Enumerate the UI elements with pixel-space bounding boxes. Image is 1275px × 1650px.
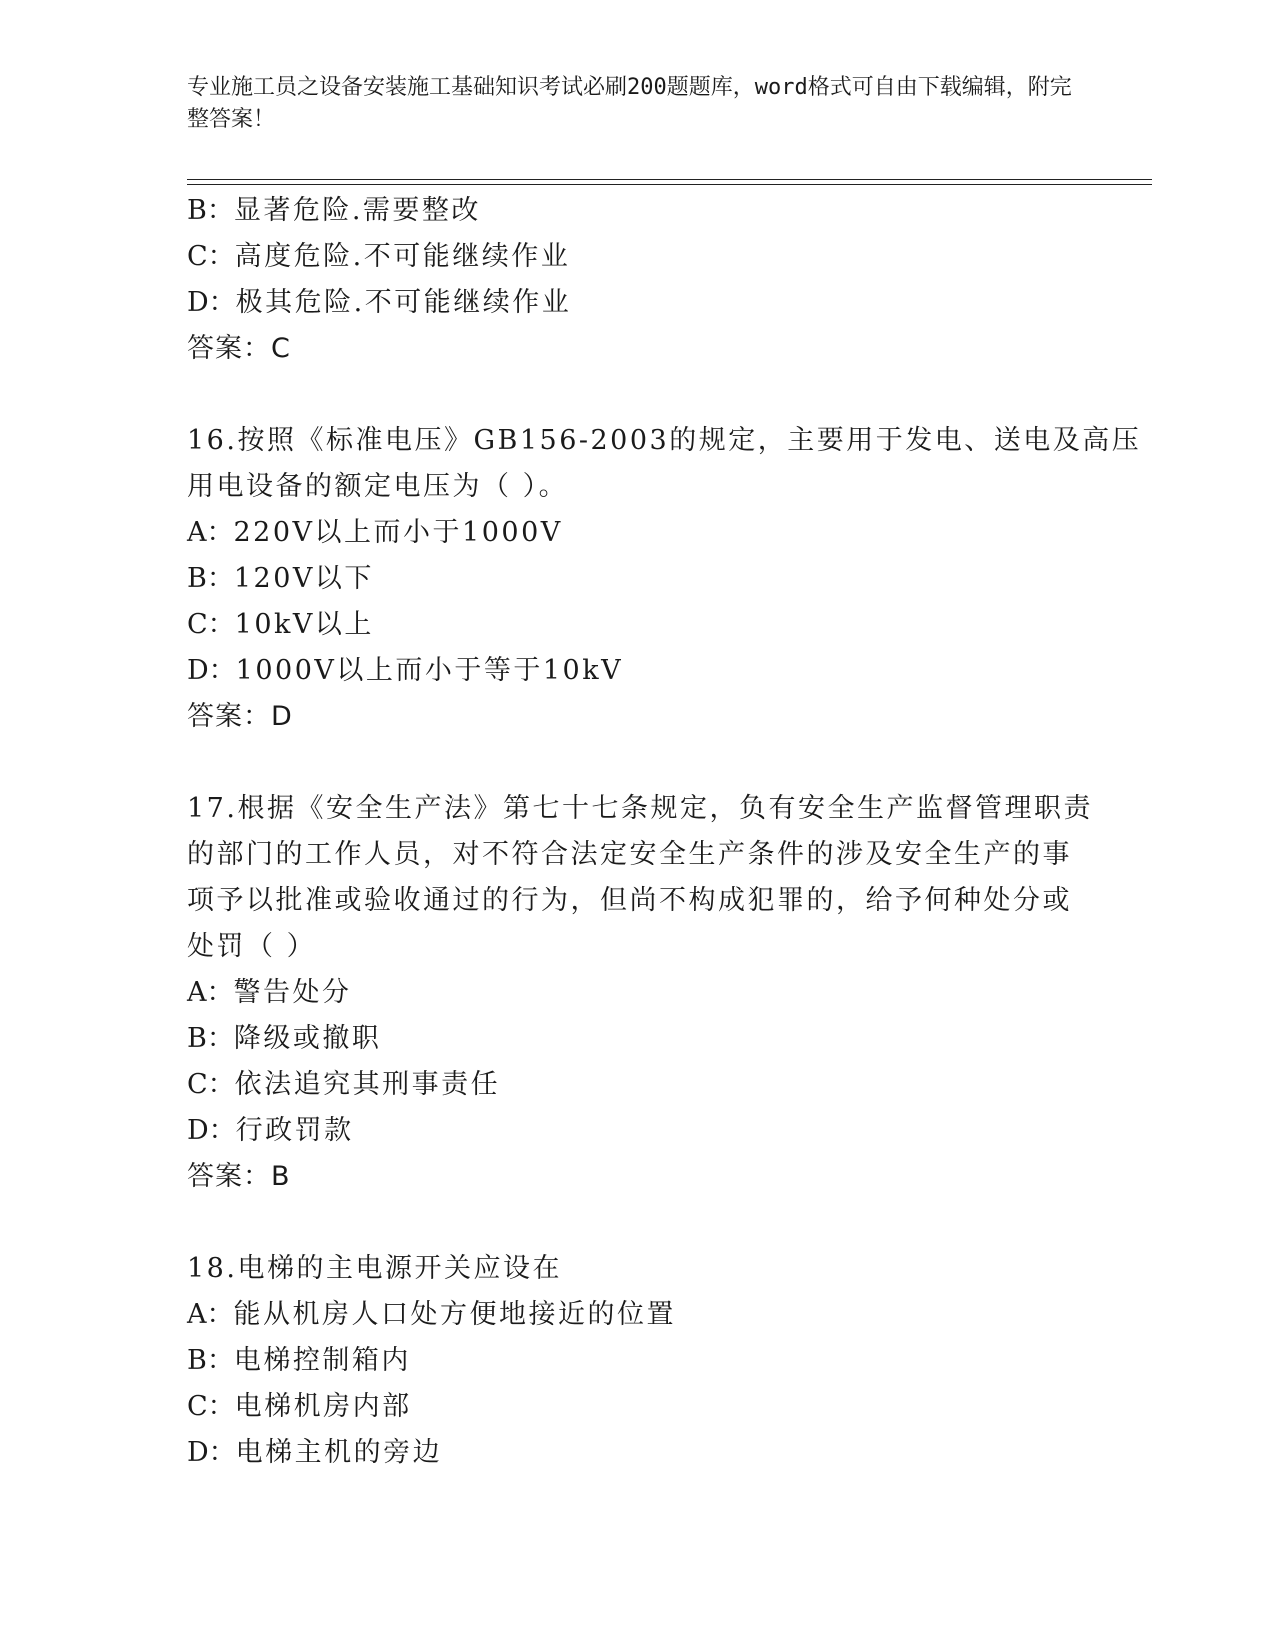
option-text: 电梯主机的旁边: [235, 1437, 443, 1468]
option-text: 降级或撤职: [233, 1023, 382, 1054]
option-line: [187, 1338, 1087, 1384]
header-divider-bottom: [187, 184, 1152, 185]
option-key: B：: [187, 1345, 234, 1376]
question-stem-line: 处罚（ ）: [187, 931, 317, 962]
option-line: [187, 1062, 1087, 1108]
option-line: [187, 510, 1087, 556]
option-line: [187, 970, 1087, 1016]
question-block: [187, 418, 1142, 740]
question-gap: [187, 1200, 1087, 1246]
option-text: 能从机房人口处方便地接近的位置: [233, 1299, 676, 1330]
question-stem-line: 18.电梯的主电源开关应设在: [187, 1253, 562, 1284]
option-text: 行政罚款: [235, 1115, 354, 1146]
option-key: D：: [187, 287, 236, 318]
question-gap: [187, 372, 1087, 418]
option-text: 依法追究其刑事责任: [234, 1069, 501, 1100]
option-text: 120V以下: [233, 563, 374, 594]
option-text: 高度危险.不可能继续作业: [234, 241, 571, 272]
option-line: [187, 602, 1087, 648]
question-gap: [187, 740, 1087, 786]
question-stem-line: 16.按照《标准电压》GB156-2003的规定，主要用于发电、送电及高压: [187, 425, 1142, 456]
option-key: B：: [187, 563, 234, 594]
option-key: A：: [187, 977, 234, 1008]
option-line: [187, 648, 1087, 694]
document-header: [187, 72, 1087, 136]
option-text: 警告处分: [233, 977, 352, 1008]
question-stem-line: 的部门的工作人员，对不符合法定安全生产条件的涉及安全生产的事: [187, 839, 1072, 870]
option-text: 1000V以上而小于等于10kV: [235, 655, 624, 686]
option-text: 极其危险.不可能继续作业: [235, 287, 572, 318]
option-key: A：: [187, 1299, 234, 1330]
option-key: C：: [187, 1391, 235, 1422]
option-line: [187, 1292, 1087, 1338]
question-stem-line: 17.根据《安全生产法》第七十七条规定，负有安全生产监督管理职责: [187, 793, 1093, 824]
header-title: 专业施工员之设备安装施工基础知识考试必刷200题题库，word格式可自由下载编辑，附完整答案！: [187, 75, 1072, 132]
document-body: [187, 188, 1142, 1476]
answer-line: 答案：B: [187, 1161, 291, 1192]
question-stem-line: 项予以批准或验收通过的行为，但尚不构成犯罪的，给予何种处分或: [187, 885, 1072, 916]
option-line: [187, 1384, 1087, 1430]
option-text: 电梯机房内部: [234, 1391, 412, 1422]
answer-line: 答案：C: [187, 333, 291, 364]
option-key: D：: [187, 1437, 236, 1468]
option-key: C：: [187, 609, 235, 640]
option-line: [187, 234, 1087, 280]
option-line: [187, 1108, 1087, 1154]
option-key: B：: [187, 1023, 234, 1054]
option-key: B：: [187, 195, 234, 226]
option-text: 显著危险.需要整改: [233, 195, 481, 226]
option-key: C：: [187, 241, 235, 272]
answer-line: 答案：D: [187, 701, 293, 732]
question-block: [187, 786, 1093, 1200]
option-line: [187, 188, 1087, 234]
option-text: 10kV以上: [234, 609, 374, 640]
option-key: D：: [187, 1115, 236, 1146]
question-block: [187, 1246, 1087, 1476]
option-key: D：: [187, 655, 236, 686]
option-text: 220V以上而小于1000V: [233, 517, 563, 548]
option-text: 电梯控制箱内: [233, 1345, 411, 1376]
header-divider-top: [187, 179, 1152, 180]
option-key: C：: [187, 1069, 235, 1100]
question-block-partial: [187, 188, 1087, 372]
question-stem-line: 用电设备的额定电压为（ ）。: [187, 471, 569, 502]
option-line: [187, 280, 1087, 326]
option-line: [187, 1016, 1087, 1062]
option-line: [187, 556, 1087, 602]
option-line: [187, 1430, 1087, 1476]
option-key: A：: [187, 517, 234, 548]
